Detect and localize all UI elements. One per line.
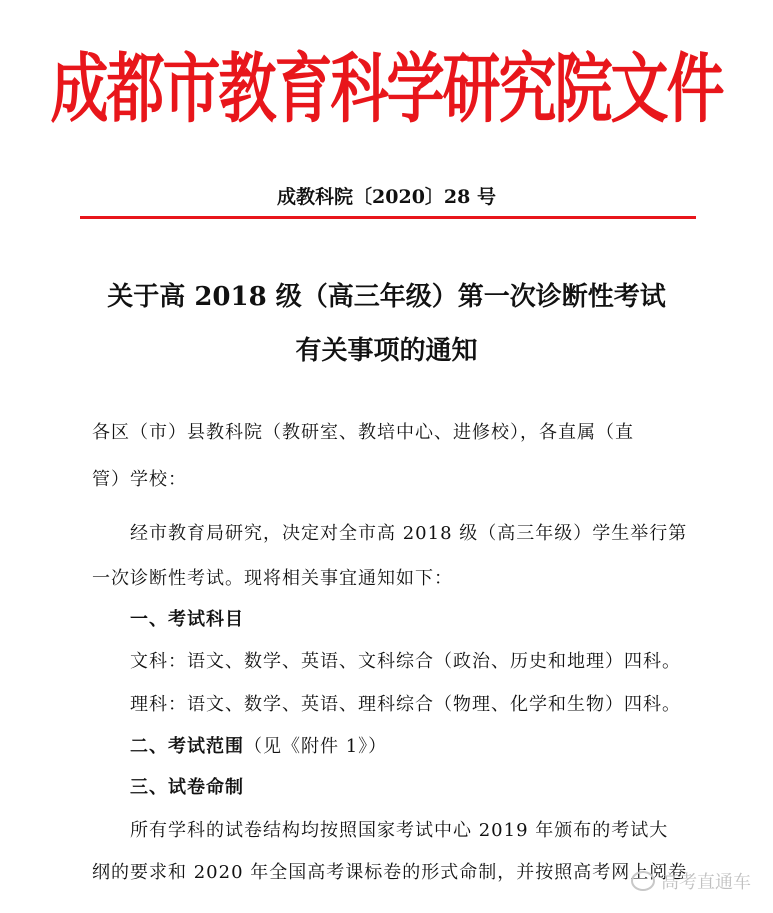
notice-title-line1: 关于高 2018 级（高三年级）第一次诊断性考试 bbox=[107, 282, 666, 312]
document-number: 成教科院〔2020〕28 号 bbox=[277, 186, 496, 208]
intro-line1: 经市教育局研究，决定对全市高 2018 级（高三年级）学生举行第 bbox=[130, 523, 688, 544]
document-header: 成都市教育科学研究院文件 bbox=[50, 44, 723, 134]
section2-heading bbox=[130, 732, 387, 758]
wechat-icon bbox=[631, 871, 655, 891]
intro-line2: 一次诊断性考试。现将相关事宜通知如下： bbox=[92, 568, 453, 589]
section3-line2: 纲的要求和 2020 年全国高考课标卷的形式命制，并按照高考网上阅卷 bbox=[92, 862, 688, 883]
section1-heading: 一、考试科目 bbox=[130, 609, 244, 630]
section1-science: 理科：语文、数学、英语、理科综合（物理、化学和生物）四科。 bbox=[130, 694, 681, 715]
section2-heading-text: 二、考试范围 bbox=[130, 736, 244, 757]
section3-line1: 所有学科的试卷结构均按照国家考试中心 2019 年颁布的考试大 bbox=[130, 820, 669, 841]
addressee-line1: 各区（市）县教科院（教研室、教培中心、进修校），各直属（直 bbox=[92, 422, 634, 443]
addressee-line2: 管）学校： bbox=[92, 469, 187, 490]
watermark-text: 高考直通车 bbox=[661, 872, 751, 893]
section2-note: （见《附件 1》） bbox=[244, 736, 388, 757]
notice-title-line2: 有关事项的通知 bbox=[295, 336, 478, 366]
section3-heading: 三、试卷命制 bbox=[130, 777, 244, 798]
section1-arts: 文科：语文、数学、英语、文科综合（政治、历史和地理）四科。 bbox=[130, 651, 681, 672]
watermark bbox=[631, 868, 751, 894]
red-divider bbox=[80, 216, 696, 219]
